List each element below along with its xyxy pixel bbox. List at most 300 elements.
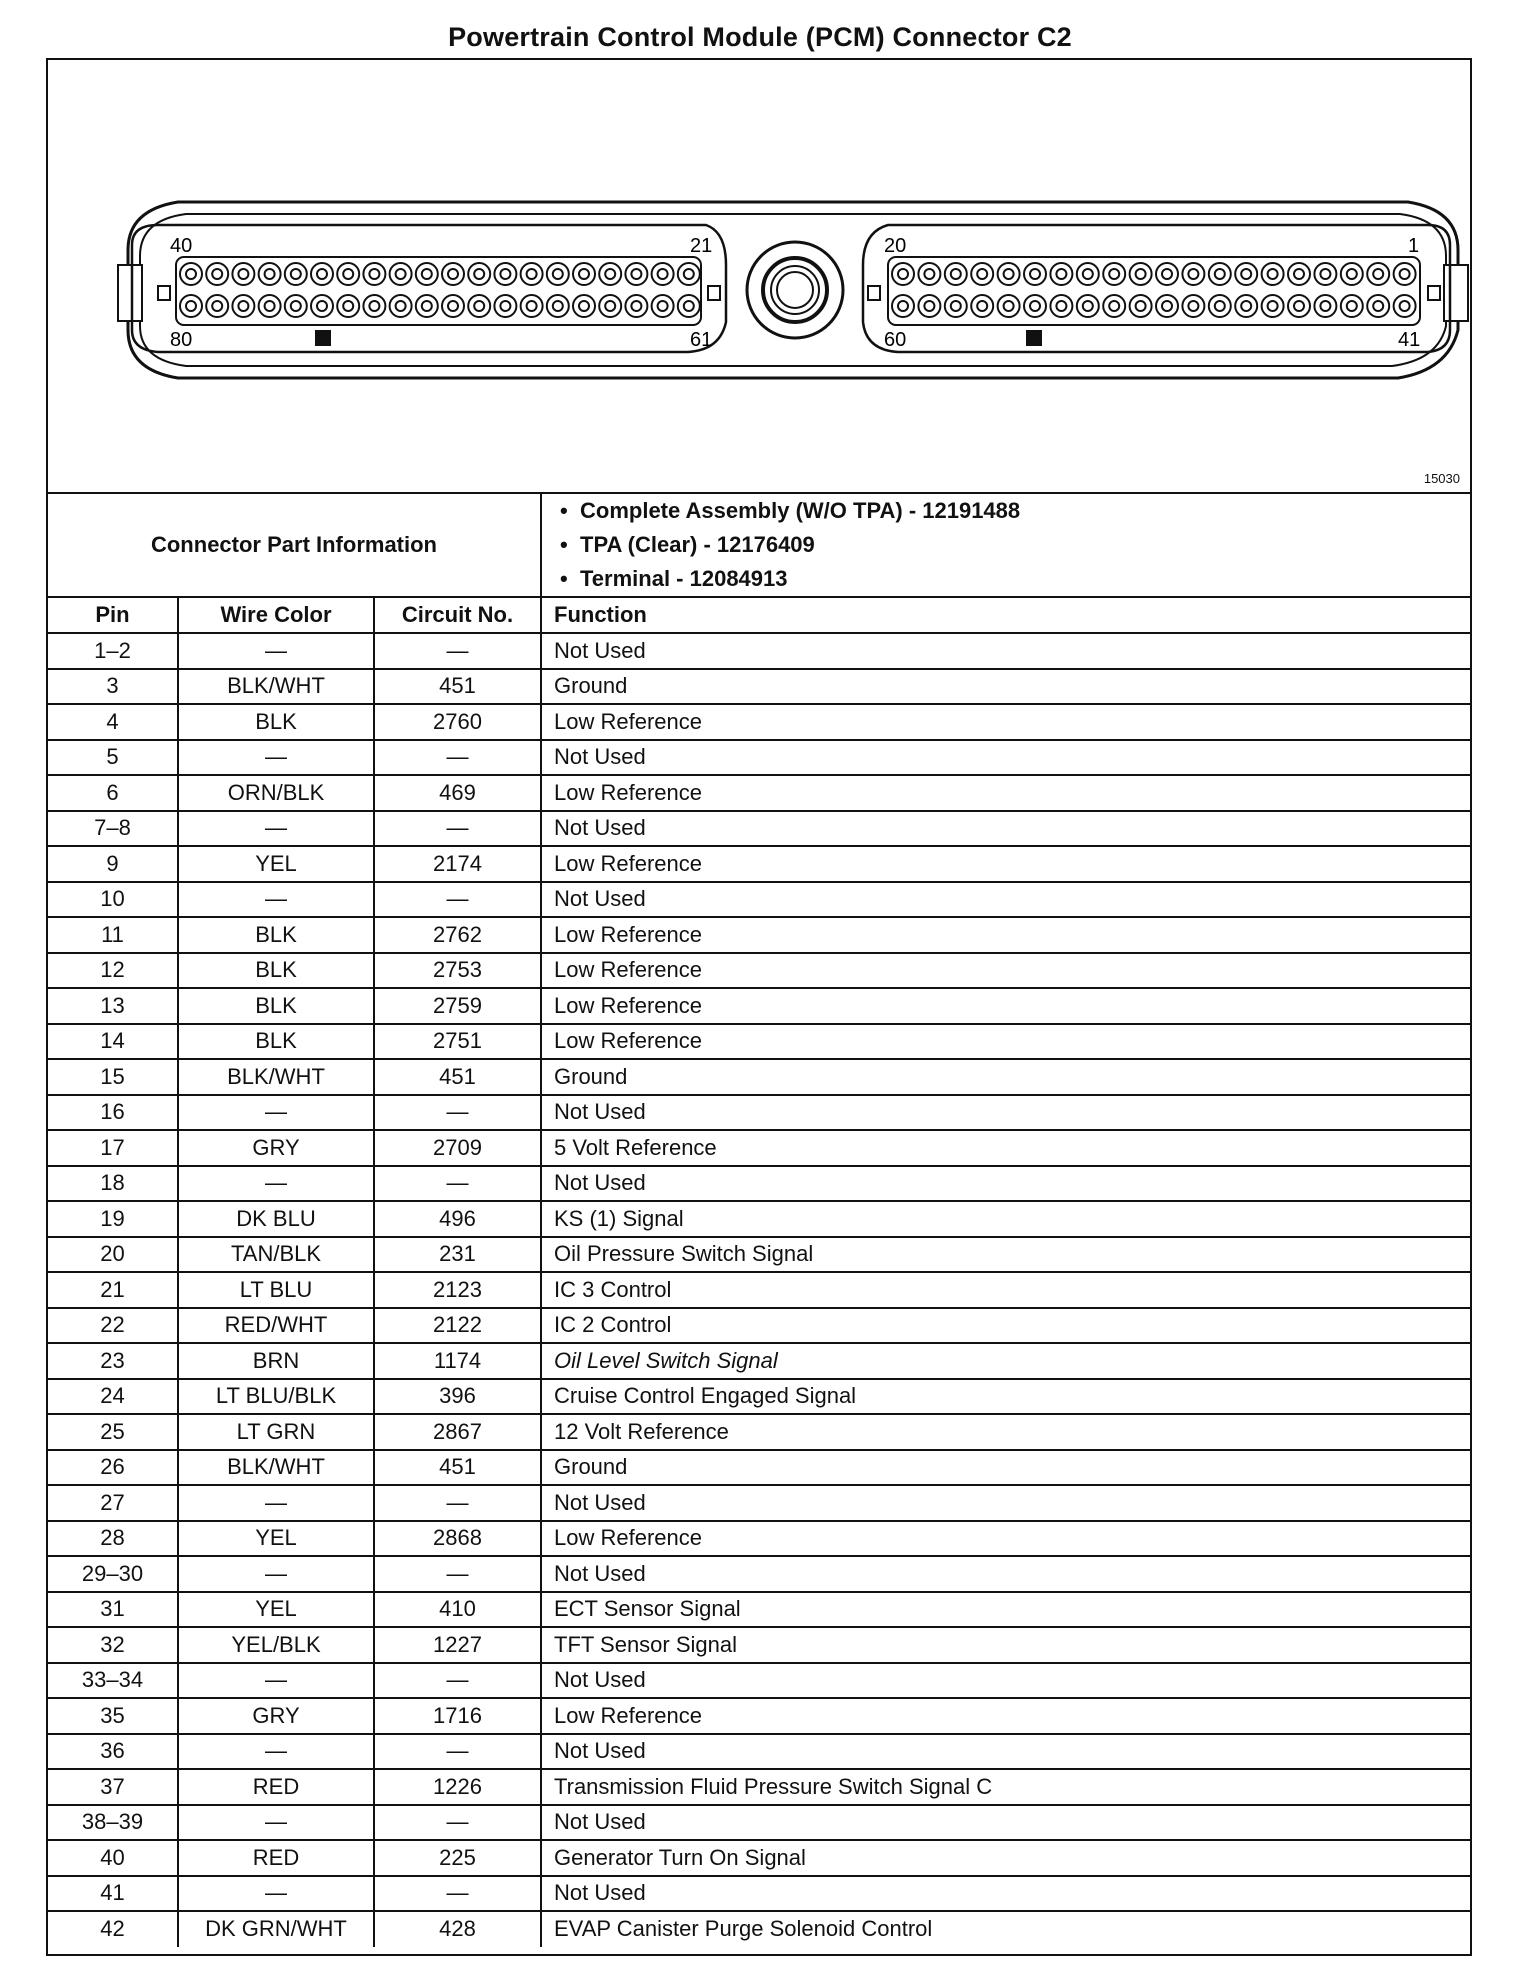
pin-cell: 28 <box>48 1521 178 1557</box>
circuit-no-cell: — <box>374 1876 541 1912</box>
pin-label: 61 <box>690 329 713 351</box>
table-row <box>48 1485 1470 1521</box>
right-polarization-mark <box>1026 330 1042 346</box>
table-row <box>48 953 1470 989</box>
connector-pin <box>1182 263 1204 285</box>
connector-pin-center <box>474 269 484 279</box>
connector-pin-center <box>1188 269 1198 279</box>
connector-pin-center <box>527 301 537 311</box>
table-row <box>48 1805 1470 1841</box>
circuit-no-cell: 225 <box>374 1840 541 1876</box>
pin-cell: 27 <box>48 1485 178 1521</box>
wire-color-cell: — <box>178 811 374 847</box>
connector-pin <box>311 295 333 317</box>
connector-pin <box>1314 295 1336 317</box>
circuit-no-cell: 410 <box>374 1592 541 1628</box>
table-header-row <box>48 597 1470 633</box>
wire-color-cell: BLK/WHT <box>178 1059 374 1095</box>
connector-pin-center <box>186 301 196 311</box>
table-row <box>48 988 1470 1024</box>
circuit-no-cell: 2753 <box>374 953 541 989</box>
wire-color-cell: YEL <box>178 1521 374 1557</box>
connector-pin <box>180 263 202 285</box>
connector-pin-center <box>977 269 987 279</box>
connector-pin-center <box>396 301 406 311</box>
connector-pin <box>892 295 914 317</box>
wire-color-cell: BLK <box>178 988 374 1024</box>
table-row <box>48 1556 1470 1592</box>
function-cell: Low Reference <box>541 846 1470 882</box>
left-inner-key <box>158 286 170 300</box>
table-row <box>48 917 1470 953</box>
pin-cell: 22 <box>48 1308 178 1344</box>
circuit-no-cell: — <box>374 740 541 776</box>
pin-label: 20 <box>884 235 907 257</box>
table-row <box>48 704 1470 740</box>
pin-cell: 37 <box>48 1769 178 1805</box>
connector-pin <box>1130 263 1152 285</box>
pin-cell: 19 <box>48 1201 178 1237</box>
connector-pin-center <box>474 301 484 311</box>
connector-pin <box>945 263 967 285</box>
left-latch <box>118 265 142 321</box>
table-row <box>48 846 1470 882</box>
connector-pin <box>259 295 281 317</box>
circuit-no-cell: 451 <box>374 1059 541 1095</box>
table-row <box>48 1592 1470 1628</box>
function-cell: Oil Pressure Switch Signal <box>541 1237 1470 1273</box>
right-inner-key <box>1428 286 1440 300</box>
circuit-no-cell: — <box>374 1166 541 1202</box>
connector-pin-center <box>1241 269 1251 279</box>
circuit-no-cell: 2868 <box>374 1521 541 1557</box>
function-cell: Not Used <box>541 1876 1470 1912</box>
connector-pin <box>442 263 464 285</box>
connector-pin-center <box>1083 301 1093 311</box>
connector-pin <box>285 263 307 285</box>
connector-pin-center <box>684 301 694 311</box>
wire-color-cell: — <box>178 1876 374 1912</box>
connector-pin-center <box>422 301 432 311</box>
connector-pin-center <box>1162 269 1172 279</box>
connector-pin-center <box>448 301 458 311</box>
connector-pin-center <box>1373 269 1383 279</box>
wire-color-cell: ORN/BLK <box>178 775 374 811</box>
connector-pin-center <box>1004 301 1014 311</box>
pin-label: 41 <box>1398 329 1421 351</box>
connector-frame <box>46 58 1472 1956</box>
circuit-no-cell: 2122 <box>374 1308 541 1344</box>
function-cell: Low Reference <box>541 988 1470 1024</box>
table-row <box>48 1663 1470 1699</box>
wire-color-cell: BLK <box>178 953 374 989</box>
connector-pin <box>599 263 621 285</box>
connector-pin-center <box>212 301 222 311</box>
connector-pin-center <box>1268 269 1278 279</box>
connector-pin <box>599 295 621 317</box>
wire-color-cell: — <box>178 1485 374 1521</box>
connector-pin-center <box>898 269 908 279</box>
connector-pin-center <box>369 269 379 279</box>
pin-cell: 5 <box>48 740 178 776</box>
connector-pin <box>945 295 967 317</box>
table-row <box>48 882 1470 918</box>
pin-cell: 9 <box>48 846 178 882</box>
part-info-list <box>541 493 1470 597</box>
pin-cell: 14 <box>48 1024 178 1060</box>
wire-color-cell: DK BLU <box>178 1201 374 1237</box>
function-cell: Not Used <box>541 1095 1470 1131</box>
connector-pin <box>652 295 674 317</box>
function-cell: Not Used <box>541 882 1470 918</box>
connector-pin <box>918 263 940 285</box>
pin-label: 1 <box>1408 235 1420 257</box>
connector-pin <box>1130 295 1152 317</box>
wire-color-cell: — <box>178 882 374 918</box>
connector-pin-center <box>924 269 934 279</box>
function-cell: 5 Volt Reference <box>541 1130 1470 1166</box>
pin-cell: 35 <box>48 1698 178 1734</box>
table-row <box>48 1698 1470 1734</box>
connector-pin-center <box>317 269 327 279</box>
connector-pin <box>1367 295 1389 317</box>
circuit-no-cell: 231 <box>374 1237 541 1273</box>
connector-pin-center <box>1268 301 1278 311</box>
connector-pin <box>416 295 438 317</box>
connector-pin <box>1050 263 1072 285</box>
circuit-no-cell: — <box>374 1095 541 1131</box>
wire-color-cell: DK GRN/WHT <box>178 1911 374 1947</box>
left-key-right <box>708 286 720 300</box>
table-row <box>48 1201 1470 1237</box>
right-pin-cavity <box>888 257 1420 325</box>
function-cell: Not Used <box>541 1556 1470 1592</box>
connector-pin <box>1077 263 1099 285</box>
left-polarization-mark <box>315 330 331 346</box>
circuit-no-cell: — <box>374 1663 541 1699</box>
table-row <box>48 1024 1470 1060</box>
table-row <box>48 1911 1470 1947</box>
connector-pin <box>1288 263 1310 285</box>
connector-pin <box>416 263 438 285</box>
function-cell: IC 2 Control <box>541 1308 1470 1344</box>
connector-pin <box>232 263 254 285</box>
function-cell: EVAP Canister Purge Solenoid Control <box>541 1911 1470 1947</box>
wire-color-cell: RED/WHT <box>178 1308 374 1344</box>
connector-pin <box>1024 263 1046 285</box>
connector-pin-center <box>1162 301 1172 311</box>
pin-cell: 6 <box>48 775 178 811</box>
table-row <box>48 1343 1470 1379</box>
connector-pin <box>1156 295 1178 317</box>
table-row <box>48 669 1470 705</box>
function-cell: Low Reference <box>541 953 1470 989</box>
connector-pin <box>678 295 700 317</box>
connector-pin-center <box>951 301 961 311</box>
pin-label: 21 <box>690 235 713 257</box>
circuit-no-cell: — <box>374 1734 541 1770</box>
circuit-no-cell: 2762 <box>374 917 541 953</box>
table-row <box>48 1450 1470 1486</box>
circuit-no-cell: 396 <box>374 1379 541 1415</box>
center-bolt-ring <box>763 258 827 322</box>
left-pin-cavity <box>176 257 701 325</box>
table-row <box>48 1130 1470 1166</box>
wire-color-cell: LT GRN <box>178 1414 374 1450</box>
wire-color-cell: TAN/BLK <box>178 1237 374 1273</box>
connector-pin <box>1209 295 1231 317</box>
connector-pin-center <box>1109 269 1119 279</box>
pin-label: 40 <box>170 235 193 257</box>
connector-pin-center <box>605 301 615 311</box>
function-cell: Low Reference <box>541 1698 1470 1734</box>
left-pin-array <box>180 263 700 317</box>
pin-cell: 42 <box>48 1911 178 1947</box>
connector-pin-center <box>898 301 908 311</box>
connector-pin <box>1182 295 1204 317</box>
circuit-no-cell: 1227 <box>374 1627 541 1663</box>
left-pin-block <box>132 225 726 352</box>
table-row <box>48 1059 1470 1095</box>
connector-pin <box>311 263 333 285</box>
center-bolt-inner <box>771 266 819 314</box>
connector-pin <box>1367 263 1389 285</box>
wire-color-cell: — <box>178 1166 374 1202</box>
connector-pin-center <box>553 301 563 311</box>
figure-id: 15030 <box>1423 471 1460 486</box>
connector-pin-center <box>212 269 222 279</box>
connector-pin <box>1394 295 1416 317</box>
connector-pin-center <box>1056 301 1066 311</box>
connector-pin-center <box>1136 269 1146 279</box>
connector-pin-center <box>448 269 458 279</box>
function-cell: IC 3 Control <box>541 1272 1470 1308</box>
connector-pin-center <box>238 301 248 311</box>
connector-pin <box>1050 295 1072 317</box>
wire-color-cell: BLK <box>178 704 374 740</box>
circuit-no-cell: 1174 <box>374 1343 541 1379</box>
connector-pin <box>1235 295 1257 317</box>
wire-color-cell: — <box>178 740 374 776</box>
connector-pin-center <box>291 269 301 279</box>
table-row <box>48 1769 1470 1805</box>
function-cell: Not Used <box>541 740 1470 776</box>
wire-color-cell: — <box>178 1663 374 1699</box>
page-title: Powertrain Control Module (PCM) Connector C2 <box>448 22 1072 52</box>
wire-color-cell: — <box>178 1805 374 1841</box>
connector-pin <box>337 263 359 285</box>
connector-pin-center <box>186 269 196 279</box>
header-function: Function <box>541 597 1470 633</box>
connector-pin <box>971 295 993 317</box>
circuit-no-cell: — <box>374 882 541 918</box>
function-cell: TFT Sensor Signal <box>541 1627 1470 1663</box>
pin-cell: 11 <box>48 917 178 953</box>
connector-pin <box>892 263 914 285</box>
wire-color-cell: LT BLU <box>178 1272 374 1308</box>
function-cell: ECT Sensor Signal <box>541 1592 1470 1628</box>
circuit-no-cell: 2760 <box>374 704 541 740</box>
connector-pin <box>678 263 700 285</box>
right-pin-block <box>863 225 1450 352</box>
circuit-no-cell: — <box>374 1805 541 1841</box>
connector-pin <box>1314 263 1336 285</box>
pin-cell: 32 <box>48 1627 178 1663</box>
wire-color-cell: YEL/BLK <box>178 1627 374 1663</box>
wire-color-cell: — <box>178 1556 374 1592</box>
wire-color-cell: YEL <box>178 846 374 882</box>
connector-pin-center <box>500 301 510 311</box>
function-cell: Not Used <box>541 1663 1470 1699</box>
connector-housing-inner <box>140 214 1446 366</box>
part-info-item: • Complete Assembly (W/O TPA) - 12191488 <box>580 494 1470 528</box>
connector-pin-center <box>1320 269 1330 279</box>
connector-pin <box>363 295 385 317</box>
function-cell: Ground <box>541 1450 1470 1486</box>
connector-pin <box>468 263 490 285</box>
connector-pin-center <box>1294 301 1304 311</box>
connector-pin-center <box>317 301 327 311</box>
connector-pin-center <box>631 301 641 311</box>
table-row <box>48 633 1470 669</box>
wire-color-cell: GRY <box>178 1130 374 1166</box>
pin-cell: 31 <box>48 1592 178 1628</box>
function-cell: Not Used <box>541 1805 1470 1841</box>
connector-pin <box>206 263 228 285</box>
connector-pin <box>521 295 543 317</box>
function-cell: Cruise Control Engaged Signal <box>541 1379 1470 1415</box>
function-cell: 12 Volt Reference <box>541 1414 1470 1450</box>
pinout-table <box>48 492 1470 1947</box>
connector-pin <box>1288 295 1310 317</box>
wire-color-cell: LT BLU/BLK <box>178 1379 374 1415</box>
connector-pin-center <box>924 301 934 311</box>
function-cell: Oil Level Switch Signal <box>541 1343 1470 1379</box>
connector-pin <box>1341 295 1363 317</box>
pin-cell: 33–34 <box>48 1663 178 1699</box>
circuit-no-cell: 1226 <box>374 1769 541 1805</box>
function-cell: Not Used <box>541 1166 1470 1202</box>
function-cell: Not Used <box>541 1485 1470 1521</box>
right-pin-array <box>892 263 1416 317</box>
part-info-item: • Terminal - 12084913 <box>580 562 1470 596</box>
pin-cell: 21 <box>48 1272 178 1308</box>
table-row <box>48 740 1470 776</box>
connector-pin <box>998 295 1020 317</box>
connector-pin-center <box>1136 301 1146 311</box>
wire-color-cell: — <box>178 1734 374 1770</box>
connector-pin-center <box>1056 269 1066 279</box>
connector-pin-center <box>1320 301 1330 311</box>
connector-pin-center <box>1373 301 1383 311</box>
wire-color-cell: BLK/WHT <box>178 669 374 705</box>
table-row <box>48 1308 1470 1344</box>
table-row <box>48 1876 1470 1912</box>
connector-pin-center <box>977 301 987 311</box>
wire-color-cell: — <box>178 1095 374 1131</box>
pin-cell: 7–8 <box>48 811 178 847</box>
table-row <box>48 1379 1470 1415</box>
connector-pin <box>337 295 359 317</box>
connector-pin <box>285 295 307 317</box>
wire-color-cell: YEL <box>178 1592 374 1628</box>
connector-drawing <box>48 60 1470 492</box>
connector-pin-center <box>1241 301 1251 311</box>
circuit-no-cell: — <box>374 633 541 669</box>
wire-color-cell: BLK/WHT <box>178 1450 374 1486</box>
connector-pin <box>1209 263 1231 285</box>
wire-color-cell: RED <box>178 1769 374 1805</box>
connector-pin <box>1024 295 1046 317</box>
pin-cell: 16 <box>48 1095 178 1131</box>
circuit-no-cell: 469 <box>374 775 541 811</box>
connector-pin <box>918 295 940 317</box>
circuit-no-cell: 451 <box>374 669 541 705</box>
circuit-no-cell: — <box>374 811 541 847</box>
function-cell: Low Reference <box>541 775 1470 811</box>
function-cell: Generator Turn On Signal <box>541 1840 1470 1876</box>
center-bolt-core <box>777 272 813 308</box>
table-row <box>48 1095 1470 1131</box>
connector-pin <box>625 263 647 285</box>
connector-pin <box>232 295 254 317</box>
connector-pin-center <box>605 269 615 279</box>
pin-cell: 23 <box>48 1343 178 1379</box>
part-info-label: Connector Part Information <box>48 493 541 597</box>
connector-pin-center <box>1400 301 1410 311</box>
connector-pin-center <box>396 269 406 279</box>
table-row <box>48 1166 1470 1202</box>
pin-cell: 1–2 <box>48 633 178 669</box>
connector-pin-center <box>1109 301 1119 311</box>
connector-pin-center <box>1083 269 1093 279</box>
connector-pin <box>547 263 569 285</box>
connector-pin-center <box>658 269 668 279</box>
connector-diagram <box>48 60 1470 494</box>
pin-cell: 10 <box>48 882 178 918</box>
function-cell: KS (1) Signal <box>541 1201 1470 1237</box>
pin-cell: 40 <box>48 1840 178 1876</box>
connector-pin <box>573 295 595 317</box>
circuit-no-cell: — <box>374 1485 541 1521</box>
pin-cell: 20 <box>48 1237 178 1273</box>
connector-pin <box>652 263 674 285</box>
pin-cell: 3 <box>48 669 178 705</box>
header-pin: Pin <box>48 597 178 633</box>
connector-pin <box>206 295 228 317</box>
circuit-no-cell: 496 <box>374 1201 541 1237</box>
table-row <box>48 1627 1470 1663</box>
pin-cell: 12 <box>48 953 178 989</box>
connector-pin <box>998 263 1020 285</box>
connector-pin <box>363 263 385 285</box>
connector-pin-center <box>500 269 510 279</box>
connector-pin <box>547 295 569 317</box>
connector-pin <box>971 263 993 285</box>
connector-pin <box>1103 263 1125 285</box>
wire-color-cell: RED <box>178 1840 374 1876</box>
connector-pin <box>1235 263 1257 285</box>
connector-pin-center <box>1215 301 1225 311</box>
function-cell: Low Reference <box>541 1024 1470 1060</box>
circuit-no-cell: 2123 <box>374 1272 541 1308</box>
table-row <box>48 1237 1470 1273</box>
function-cell: Not Used <box>541 633 1470 669</box>
function-cell: Not Used <box>541 1734 1470 1770</box>
pin-cell: 4 <box>48 704 178 740</box>
function-cell: Ground <box>541 669 1470 705</box>
connector-pin-center <box>951 269 961 279</box>
